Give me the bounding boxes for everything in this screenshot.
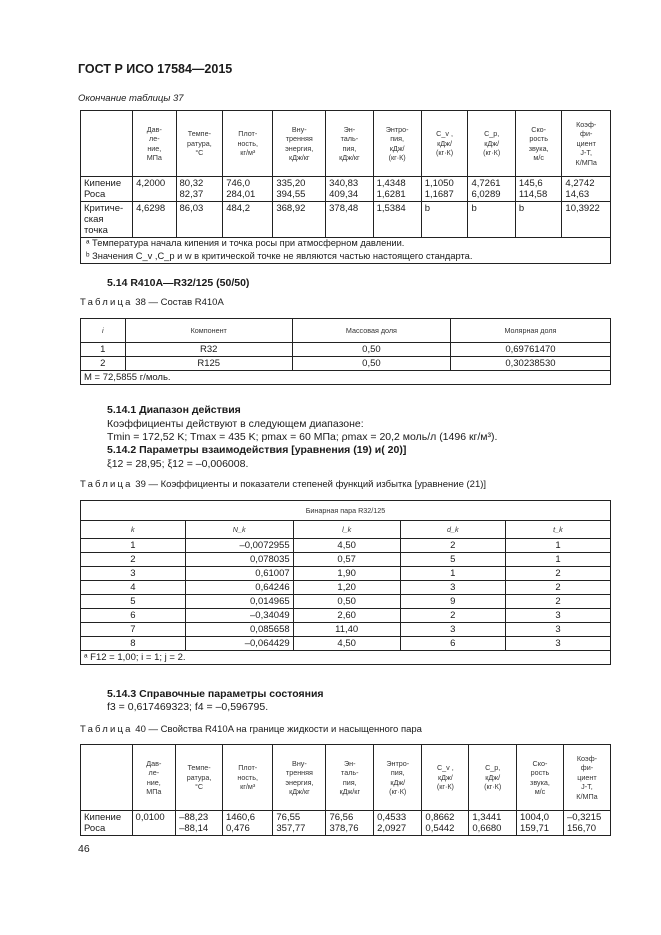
- table-cell: –88,23 –88,14: [176, 811, 223, 836]
- table-cell: 1: [81, 343, 126, 357]
- table-cell: 2: [400, 539, 505, 553]
- column-header: Плот- ность, кг/м³: [223, 111, 273, 177]
- table-cell: 3: [400, 623, 505, 637]
- molar-mass: M = 72,5855 г/моль.: [81, 371, 611, 385]
- table-cell: 4,50: [293, 637, 400, 651]
- table40-caption-text: 40 — Свойства R410A на границе жидкости и насыщенного пара: [135, 724, 422, 735]
- table-row: [81, 357, 611, 371]
- column-header: Энтро- пия, кДж/ (кг·К): [374, 745, 422, 811]
- page-number: 46: [78, 843, 90, 855]
- table-cell: 0,4533 2,0927: [374, 811, 422, 836]
- table-cell: 7: [81, 623, 186, 637]
- table-cell: 368,92: [273, 202, 326, 238]
- table-row: [81, 581, 611, 595]
- column-header: t_k: [505, 521, 610, 539]
- section-5-14-heading: 5.14 R410A—R32/125 (50/50): [107, 277, 250, 289]
- table-cell: –0,064429: [185, 637, 293, 651]
- table-cell: R125: [125, 357, 292, 371]
- header-row: [81, 521, 611, 539]
- column-header: [81, 745, 133, 811]
- column-header: Дав- ле- ние, МПа: [132, 745, 176, 811]
- table-cell: Кипение Роса: [81, 811, 133, 836]
- group-header: Бинарная пара R32/125: [81, 501, 611, 521]
- table-row: [81, 623, 611, 637]
- column-header: Ско- рость звука, м/с: [516, 745, 563, 811]
- table-cell: 340,83 409,34: [326, 177, 373, 202]
- range-intro: Коэффициенты действуют в следующем диапазоне:: [107, 418, 364, 430]
- table-cell: 0,50: [292, 343, 450, 357]
- table-cell: Кипение Роса: [81, 177, 133, 202]
- table-cell: 1460,6 0,476: [223, 811, 273, 836]
- reference-values: f3 = 0,617469323; f4 = –0,596795.: [107, 701, 269, 713]
- table-cell: 11,40: [293, 623, 400, 637]
- interaction-values: ξ12 = 28,95; ξ12 = –0,006008.: [107, 458, 249, 470]
- table-cell: 0,64246: [185, 581, 293, 595]
- table-cell: 378,48: [326, 202, 373, 238]
- table-cell: 1004,0 159,71: [516, 811, 563, 836]
- table40-caption: [80, 724, 422, 735]
- table-cell: 6: [81, 609, 186, 623]
- table37: [80, 110, 611, 238]
- column-header: Плот- ность, кг/м³: [223, 745, 273, 811]
- header-row: [81, 745, 611, 811]
- table-row: [81, 595, 611, 609]
- table-cell: 0,085658: [185, 623, 293, 637]
- table-cell: 80,32 82,37: [176, 177, 223, 202]
- column-header: k: [81, 521, 186, 539]
- table-cell: Критиче- ская точка: [81, 202, 133, 238]
- table-cell: 6: [400, 637, 505, 651]
- table-cell: 1,90: [293, 567, 400, 581]
- column-header: C_v , кДж/ (кг·К): [421, 111, 468, 177]
- table-row: [81, 202, 611, 238]
- table-cell: 4,2000: [133, 177, 176, 202]
- table-cell: 0,8662 0,5442: [422, 811, 469, 836]
- table-cell: 9: [400, 595, 505, 609]
- table-cell: 4,7261 6,0289: [468, 177, 515, 202]
- table-cell: 1,4348 1,6281: [373, 177, 421, 202]
- table-cell: 76,56 378,76: [326, 811, 374, 836]
- table-row: [81, 811, 611, 836]
- table-cell: –0,34049: [185, 609, 293, 623]
- column-header: Вну- тренняя энергия, кДж/кг: [273, 745, 326, 811]
- table37-caption: Окончание таблицы 37: [78, 93, 184, 104]
- table-row: [81, 343, 611, 357]
- range-values: Tmin = 172,52 K; Tmax = 435 K; pmax = 60 МПа; ρmax = 20,2 моль/л (1496 кг/м³).: [107, 431, 498, 443]
- column-header: Вну- тренняя энергия, кДж/кг: [273, 111, 326, 177]
- table-cell: 145,6 114,58: [515, 177, 562, 202]
- table-cell: 0,50: [292, 357, 450, 371]
- table-cell: 4,6298: [133, 202, 176, 238]
- table39: [80, 500, 611, 665]
- table-cell: 10,3922: [562, 202, 611, 238]
- table-cell: 2: [81, 357, 126, 371]
- table38-caption-text: 38 — Состав R410A: [135, 297, 224, 308]
- table-cell: 1: [400, 567, 505, 581]
- table-cell: b: [515, 202, 562, 238]
- section-5-14-2-heading: 5.14.2 Параметры взаимодействия [уравнения (19) и( 20)]: [107, 444, 407, 456]
- column-header: Эн- таль- пия, кДж/кг: [326, 111, 373, 177]
- table-cell: –0,0072955: [185, 539, 293, 553]
- section-5-14-3-heading: 5.14.3 Справочные параметры состояния: [107, 688, 324, 700]
- table-cell: 2: [81, 553, 186, 567]
- table-cell: 2: [505, 581, 610, 595]
- table40: [80, 744, 611, 836]
- table-cell: b: [468, 202, 515, 238]
- table-footer-row: [81, 371, 611, 385]
- table-cell: 5: [400, 553, 505, 567]
- table-cell: 0,014965: [185, 595, 293, 609]
- column-header: Массовая доля: [292, 319, 450, 343]
- column-header: Ско- рость звука, м/с: [515, 111, 562, 177]
- column-header: Молярная доля: [450, 319, 610, 343]
- table-cell: 3: [505, 623, 610, 637]
- table-cell: 4: [81, 581, 186, 595]
- table-cell: 3: [400, 581, 505, 595]
- table-cell: 1: [505, 553, 610, 567]
- table-cell: 0,30238530: [450, 357, 610, 371]
- table-row: [81, 637, 611, 651]
- table-cell: b: [421, 202, 468, 238]
- column-header: Коэф- фи- циент J-T, К/МПа: [562, 111, 611, 177]
- table38-caption: [80, 297, 224, 308]
- table-cell: 76,55 357,77: [273, 811, 326, 836]
- table-row: [81, 567, 611, 581]
- column-header: C_v , кДж/ (кг·К): [422, 745, 469, 811]
- table-cell: 484,2: [223, 202, 273, 238]
- table-cell: 0,57: [293, 553, 400, 567]
- table39-caption: [80, 479, 486, 490]
- column-header: N_k: [185, 521, 293, 539]
- table37-note-b: ᵇ Значения C_v ,C_p и w в критической точке не являются частью настоящего стандарта.: [86, 251, 473, 261]
- table-cell: 2: [505, 595, 610, 609]
- table39-note: ᵃ F12 = 1,00; i = 1; j = 2.: [81, 651, 611, 665]
- column-header: Эн- таль- пия, кДж/кг: [326, 745, 374, 811]
- table39-caption-label: Таблица: [80, 479, 133, 490]
- table-row: [81, 609, 611, 623]
- table-cell: 1,20: [293, 581, 400, 595]
- table-cell: 5: [81, 595, 186, 609]
- table-cell: R32: [125, 343, 292, 357]
- table-cell: 1: [505, 539, 610, 553]
- header-row: [81, 319, 611, 343]
- table39-caption-text: 39 — Коэффициенты и показатели степеней функций избытка [уравнение (21)]: [135, 479, 487, 490]
- column-header: C_p, кДж/ (кг·К): [468, 111, 515, 177]
- table-row: [81, 539, 611, 553]
- table-cell: 1,3441 0,6680: [469, 811, 517, 836]
- group-header-row: [81, 501, 611, 521]
- table-cell: 4,50: [293, 539, 400, 553]
- column-header: d_k: [400, 521, 505, 539]
- column-header: l_k: [293, 521, 400, 539]
- page-header: ГОСТ Р ИСО 17584—2015: [78, 62, 233, 76]
- table40-caption-label: Таблица: [80, 724, 133, 735]
- column-header: Компонент: [125, 319, 292, 343]
- table-cell: 0,69761470: [450, 343, 610, 357]
- table38: [80, 318, 611, 385]
- table-cell: 1,5384: [373, 202, 421, 238]
- table-cell: 1: [81, 539, 186, 553]
- column-header: Темпе- ратура, °С: [176, 745, 223, 811]
- table-cell: –0,3215 156,70: [563, 811, 610, 836]
- table-cell: 746,0 284,01: [223, 177, 273, 202]
- table-cell: 2: [505, 567, 610, 581]
- table-note-row: [81, 651, 611, 665]
- table-cell: 3: [81, 567, 186, 581]
- table-cell: 3: [505, 609, 610, 623]
- section-5-14-1-heading: 5.14.1 Диапазон действия: [107, 404, 241, 416]
- table-cell: 3: [505, 637, 610, 651]
- table37-notes-frame: [80, 234, 611, 264]
- table-row: [81, 553, 611, 567]
- column-header: Энтро- пия, кДж/ (кг·К): [373, 111, 421, 177]
- table-cell: 2: [400, 609, 505, 623]
- table37-note-a: ᵃ Температура начала кипения и точка росы при атмосферном давлении.: [86, 238, 405, 248]
- table-cell: 0,61007: [185, 567, 293, 581]
- table38-caption-label: Таблица: [80, 297, 133, 308]
- table-cell: 0,50: [293, 595, 400, 609]
- column-header: C_p, кДж/ (кг·К): [469, 745, 517, 811]
- table-row: [81, 177, 611, 202]
- table-cell: 335,20 394,55: [273, 177, 326, 202]
- table-cell: 4,2742 14,63: [562, 177, 611, 202]
- table-cell: 86,03: [176, 202, 223, 238]
- column-header: Дав- ле- ние, МПа: [133, 111, 176, 177]
- table-cell: 1,1050 1,1687: [421, 177, 468, 202]
- table-cell: 2,60: [293, 609, 400, 623]
- column-header: i: [81, 319, 126, 343]
- table-cell: 8: [81, 637, 186, 651]
- header-row: [81, 111, 611, 177]
- column-header: Коэф- фи- циент J-T, К/МПа: [563, 745, 610, 811]
- column-header: [81, 111, 133, 177]
- table-cell: 0,0100: [132, 811, 176, 836]
- column-header: Темпе- ратура, °С: [176, 111, 223, 177]
- table-cell: 0,078035: [185, 553, 293, 567]
